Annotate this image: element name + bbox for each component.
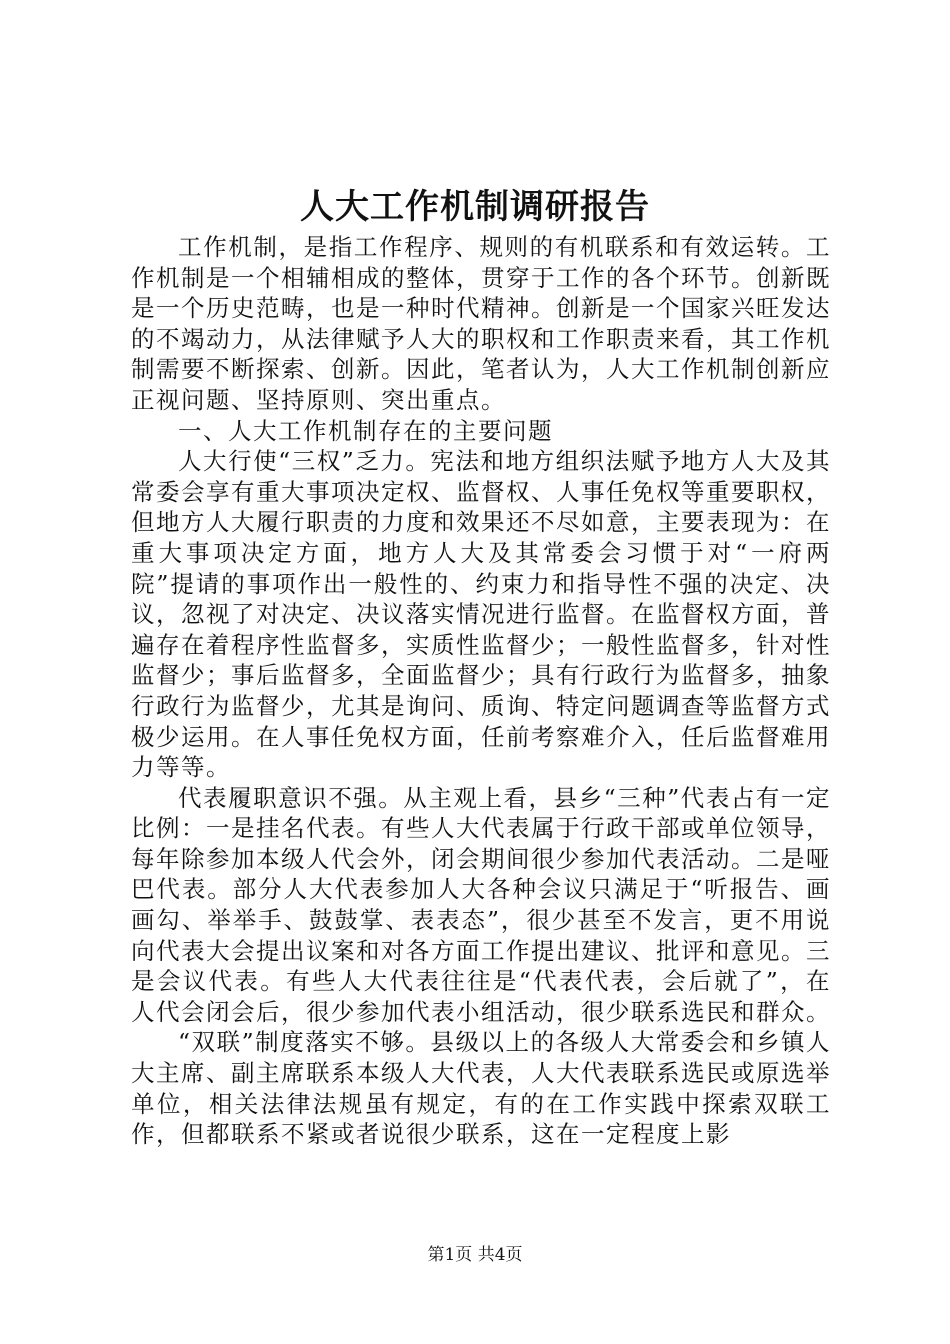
- paragraph-intro: 工作机制，是指工作程序、规则的有机联系和有效运转。工作机制是一个相辅相成的整体，贯穿于工作的各个环节。创新既是一个历史范畴，也是一种时代精神。创新是一个国家兴旺发达的不竭动力，从法律赋予人大的职权和工作职责来看，其工作机制需要不断探索、创新。因此，笔者认为，人大工作机制创新应正视问题、坚持原则、突出重点。: [131, 233, 831, 414]
- page-number-footer: 第1页 共4页: [427, 1245, 523, 1265]
- paragraph-dual-liaison: “双联”制度落实不够。县级以上的各级人大常委会和乡镇人大主席、副主席联系本级人大代表，人大代表联系选民或原选举单位，相关法律法规虽有规定，有的在工作实践中探索双联工作，但都联系不紧或者说很少联系，这在一定程度上影: [131, 1028, 831, 1149]
- document-body: [131, 232, 831, 1150]
- section-heading: 一、人大工作机制存在的主要问题: [178, 416, 553, 445]
- document-title: 人大工作机制调研报告: [300, 187, 650, 227]
- paragraph-deputy-duty: 代表履职意识不强。从主观上看，县乡“三种”代表占有一定比例：一是挂名代表。有些人大代表属于行政干部或单位领导，每年除参加本级人代会外，闭会期间很少参加代表活动。二是哑巴代表。部分人大代表参加人大各种会议只满足于“听报告、画画勾、举举手、鼓鼓掌、表表态”，很少甚至不发言，更不用说向代表大会提出议案和对各方面工作提出建议、批评和意见。三是会议代表。有些人大代表往往是“代表代表，会后就了”，在人代会闭会后，很少参加代表小组活动，很少联系选民和群众。: [131, 783, 831, 1026]
- paragraph-three-powers: 人大行使“三权”乏力。宪法和地方组织法赋予地方人大及其常委会享有重大事项决定权、监督权、人事任免权等重要职权，但地方人大履行职责的力度和效果还不尽如意，主要表现为：在重大事项决定方面，地方人大及其常委会习惯于对“一府两院”提请的事项作出一般性的、约束力和指导性不强的决定、决议，忽视了对决定、决议落实情况进行监督。在监督权方面，普遍存在着程序性监督多，实质性监督少；一般性监督多，针对性监督少；事后监督多，全面监督少；具有行政行为监督多，抽象行政行为监督少，尤其是询问、质询、特定问题调查等监督方式极少运用。在人事任免权方面，任前考察难介入，任后监督难用力等等。: [131, 447, 831, 782]
